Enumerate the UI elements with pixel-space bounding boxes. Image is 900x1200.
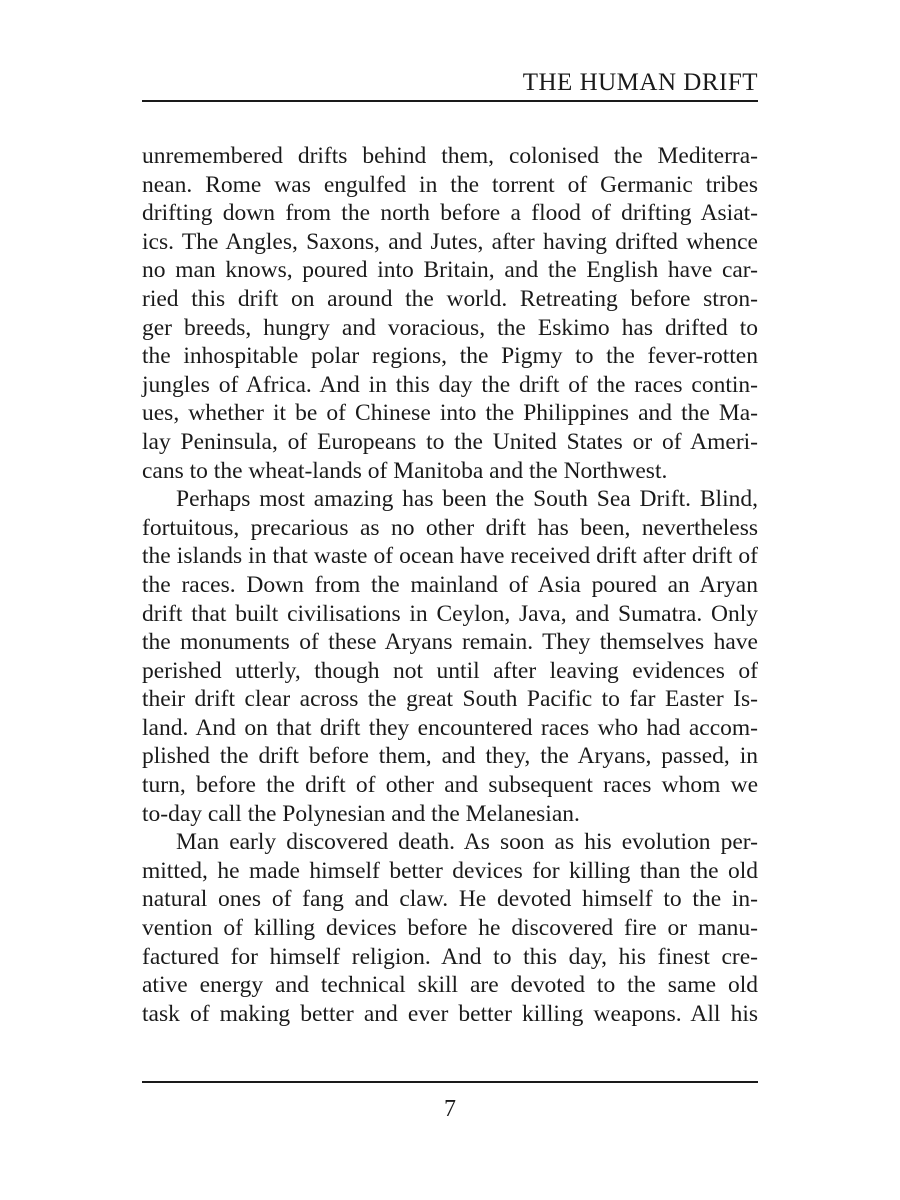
text-line: Perhaps most amazing has been the South Sea Drift. Blind,	[176, 486, 758, 513]
text-line: mitted, he made himself better devices for killing than the old	[142, 857, 758, 884]
text-line: the inhospitable polar regions, the Pigmy to the fever-rotten	[142, 343, 758, 370]
paragraph-3	[142, 828, 758, 1028]
text-line: nean. Rome was engulfed in the torrent of Germanic tribes	[142, 171, 758, 198]
paragraph-1	[142, 142, 758, 485]
page-number: 7	[444, 1096, 456, 1122]
text-line: plished the drift before them, and they, the Aryans, passed, in	[142, 743, 758, 770]
text-line: lay Peninsula, of Europeans to the United States or of Ameri-	[142, 428, 758, 455]
text-line: ger breeds, hungry and voracious, the Eskimo has drifted to	[142, 314, 758, 341]
running-head: THE HUMAN DRIFT	[522, 69, 758, 96]
text-line: vention of killing devices before he discovered fire or manu-	[142, 915, 758, 942]
text-line: ried this drift on around the world. Retreating before stron-	[142, 285, 758, 312]
body-text	[142, 142, 758, 1028]
text-line: natural ones of fang and claw. He devoted himself to the in-	[142, 886, 758, 913]
text-line: unremembered drifts behind them, colonised the Mediterra-	[142, 143, 758, 169]
text-line: factured for himself religion. And to this day, his finest cre-	[142, 943, 758, 970]
text-line: the monuments of these Aryans remain. They themselves have	[142, 629, 758, 656]
text-line: the islands in that waste of ocean have received drift after drift of	[142, 543, 758, 570]
text-line: ative energy and technical skill are devoted to the same old	[142, 972, 758, 999]
text-line: drift that built civilisations in Ceylon, Java, and Sumatra. Only	[142, 600, 758, 627]
text-line: no man knows, poured into Britain, and the English have car-	[142, 257, 758, 284]
text-line: the races. Down from the mainland of Asia poured an Aryan	[142, 571, 758, 598]
text-line: ues, whether it be of Chinese into the Philippines and the Ma-	[142, 400, 758, 427]
text-line: Man early discovered death. As soon as his evolution per-	[176, 829, 758, 856]
text-line: turn, before the drift of other and subsequent races whom we	[142, 772, 758, 799]
paragraph-2	[142, 485, 758, 828]
header-rule	[142, 100, 758, 102]
text-line: jungles of Africa. And in this day the drift of the races contin-	[142, 371, 758, 398]
text-line: land. And on that drift they encountered races who had accom-	[142, 714, 758, 741]
text-line: fortuitous, precarious as no other drift has been, nevertheless	[142, 514, 758, 541]
text-line: perished utterly, though not until after leaving evidences of	[142, 657, 758, 684]
text-line: task of making better and ever better killing weapons. All his	[142, 1000, 758, 1027]
footer-rule	[142, 1081, 758, 1083]
text-line: drifting down from the north before a flood of drifting Asiat-	[142, 200, 758, 227]
text-line: their drift clear across the great South Pacific to far Easter Is-	[142, 686, 758, 713]
text-line: ics. The Angles, Saxons, and Jutes, after having drifted whence	[142, 228, 758, 255]
text-line: to-day call the Polynesian and the Melanesian.	[142, 800, 580, 827]
text-line: cans to the wheat-lands of Manitoba and the Northwest.	[142, 457, 668, 484]
